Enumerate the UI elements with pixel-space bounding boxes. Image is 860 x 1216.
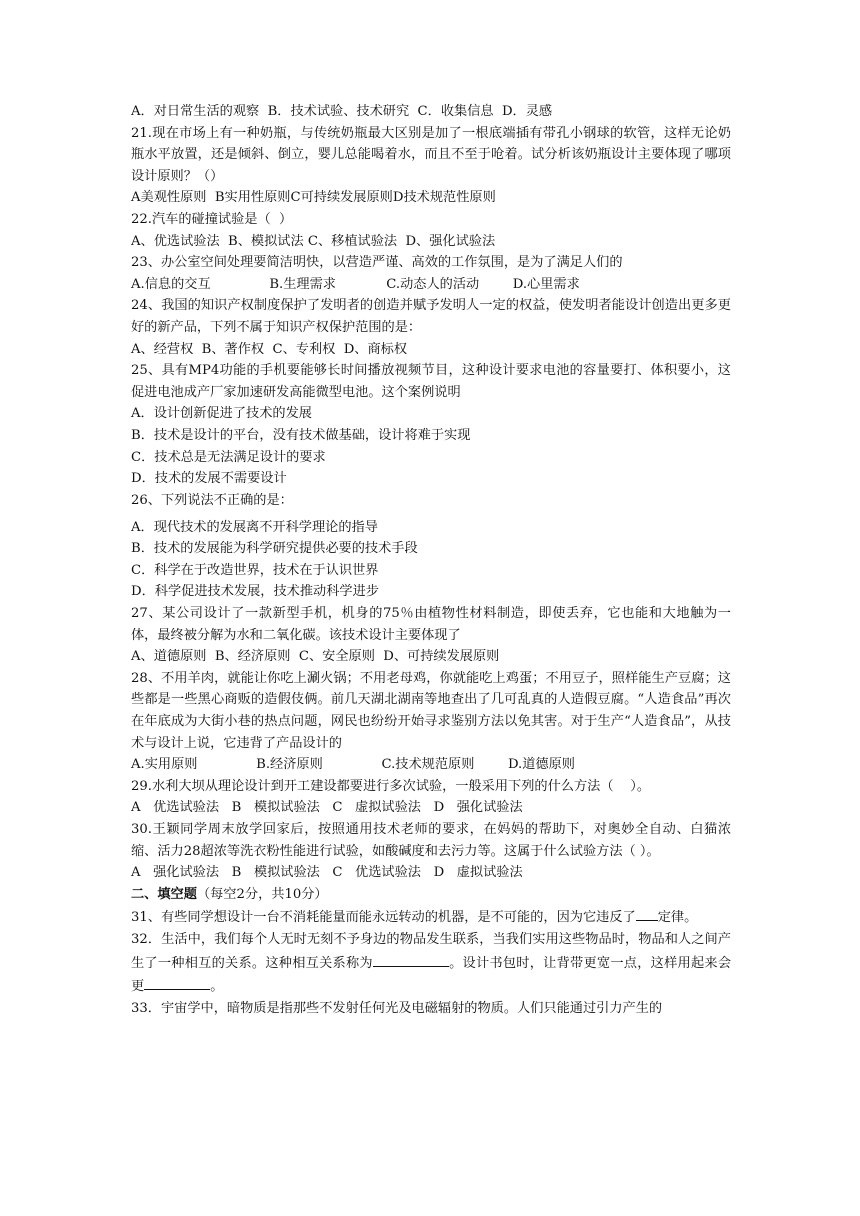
q20-options: A．对日常生活的观察 B．技术试验、技术研究 C．收集信息 D．灵感 (131, 104, 553, 119)
q30-stem: 30.王颖同学周末放学回家后，按照通用技术老师的要求，在妈妈的帮助下，对奥妙全自动、白猫浓缩、活力28超浓等洗衣粉性能进行试验，如酸碱度和去污力等。这属于什么试验方法（ ）。 (131, 822, 731, 859)
answer-blank[interactable] (636, 905, 658, 921)
q23-options: A.信息的交互 B.生理需求 C.动态人的活动 D.心里需求 (131, 276, 580, 292)
q22-stem: 22.汽车的碰撞试验是（ ） (131, 211, 293, 227)
document-page (131, 101, 731, 1019)
section-title: 二、填空题 (131, 886, 197, 902)
q27-stem: 27、某公司设计了一款新型手机，机身的75％由植物性材料制造，即使丢弃，它也能和大地触为一体，最终被分解为水和二氧化碳。该技术设计主要体现了 (131, 606, 731, 643)
answer-blank[interactable] (373, 951, 449, 967)
q22-options: A、优选试验法 B、模拟试法 C、移植试验法 D、强化试验法 (131, 233, 496, 249)
q29-options: A 优选试验法 B 模拟试验法 C 虚拟试验法 D 强化试验法 (131, 800, 523, 816)
q28-stem: 28、不用羊肉，就能让你吃上涮火锅；不用老母鸡，你就能吃上鸡蛋；不用豆子，照样能生产豆腐；这些都是一些黑心商贩的造假伎俩。前几天湖北湖南等地查出了几可乱真的人造假豆腐。“人造食品”再次在年底成为大街小巷的热点问题，网民也纷纷开始寻求鉴别方法以免其害。对于生产“人造食品”，从技术与设计上说，它违背了产品设计的 (131, 670, 731, 751)
q24-stem: 24、我国的知识产权制度保护了发明者的创造并赋予发明人一定的权益，使发明者能设计创造出更多更好的新产品，下列不属于知识产权保护范围的是： (131, 298, 731, 335)
q26-option-d: D．科学促进技术发展，技术推动科学进步 (131, 584, 379, 600)
q24-options: A、经营权 B、著作权 C、专利权 D、商标权 (131, 341, 408, 357)
q26-option-c: C．科学在于改造世界，技术在于认识世界 (131, 562, 379, 578)
section-fill-in-heading (131, 884, 731, 906)
q21-options: A美观性原则 B实用性原则C可持续发展原则D技术规范性原则 (131, 190, 496, 206)
q26-option-b: B．技术的发展能为科学研究提供必要的技术手段 (131, 541, 418, 557)
q25-stem: 25、具有MP4功能的手机要能够长时间播放视频节目，这种设计要求电池的容量要打、体积要小，这促进电池成产厂家加速研发高能微型电池。这个案例说明 (131, 363, 731, 400)
q27-options: A、道德原则 B、经济原则 C、安全原则 D、可持续发展原则 (131, 649, 500, 665)
q33-stem: 33．宇宙学中，暗物质是指那些不发射任何光及电磁辐射的物质。人们只能通过引力产生的 (131, 1000, 663, 1016)
q31-text: 31、有些同学想设计一台不消耗能量而能永远转动的机器，是不可能的，因为它违反了 (131, 910, 636, 926)
answer-blank[interactable] (144, 974, 210, 990)
q31-stem (131, 905, 731, 929)
q32-stem (131, 929, 731, 998)
q32-text: 32．生活中，我们每个人无时无刻不予身边的物品发生联系，当我们实用这些物品时，物品和人之间产生了一种相互的关系。这种相互关系称为 (131, 931, 731, 971)
q28-options: A.实用原则 B.经济原则 C.技术规范原则 D.道德原则 (131, 757, 575, 773)
q21-stem: 21.现在市场上有一种奶瓶，与传统奶瓶最大区别是加了一根底端插有带孔小钢球的软管，这样无论奶瓶水平放置，还是倾斜、倒立，婴儿总能喝着水，而且不至于呛着。试分析该奶瓶设计主要体现了哪项设计原则？（） (131, 125, 731, 184)
q26-option-a: A．现代技术的发展离不开科学理论的指导 (131, 519, 378, 535)
q25-option-c: C．技术总是无法满足设计的要求 (131, 449, 326, 465)
q23-stem: 23、办公室空间处理要简洁明快，以营造严谨、高效的工作氛围，是为了满足人们的 (131, 255, 623, 271)
q26-stem: 26、下列说法不正确的是： (131, 492, 293, 508)
section-score-note: （每空2分，共10分） (196, 886, 328, 902)
q25-option-a: A．设计创新促进了技术的发展 (131, 406, 312, 422)
q25-option-b: B．技术是设计的平台，没有技术做基础，设计将难于实现 (131, 427, 471, 443)
q31-text-end: 定律。 (657, 910, 698, 926)
q32-text-mid: 。设计书包时，让背带更宽一点，这样用起来会更 (131, 955, 732, 995)
q29-stem: 29.水利大坝从理论设计到开工建设都要进行多次试验，一般采用下列的什么方法（ ）。 (131, 778, 651, 794)
q25-option-d: D．技术的发展不需要设计 (131, 471, 287, 487)
q32-text-end: 。 (210, 979, 224, 995)
q30-options: A 强化试验法 B 模拟试验法 C 优选试验法 D 虚拟试验法 (131, 865, 523, 881)
